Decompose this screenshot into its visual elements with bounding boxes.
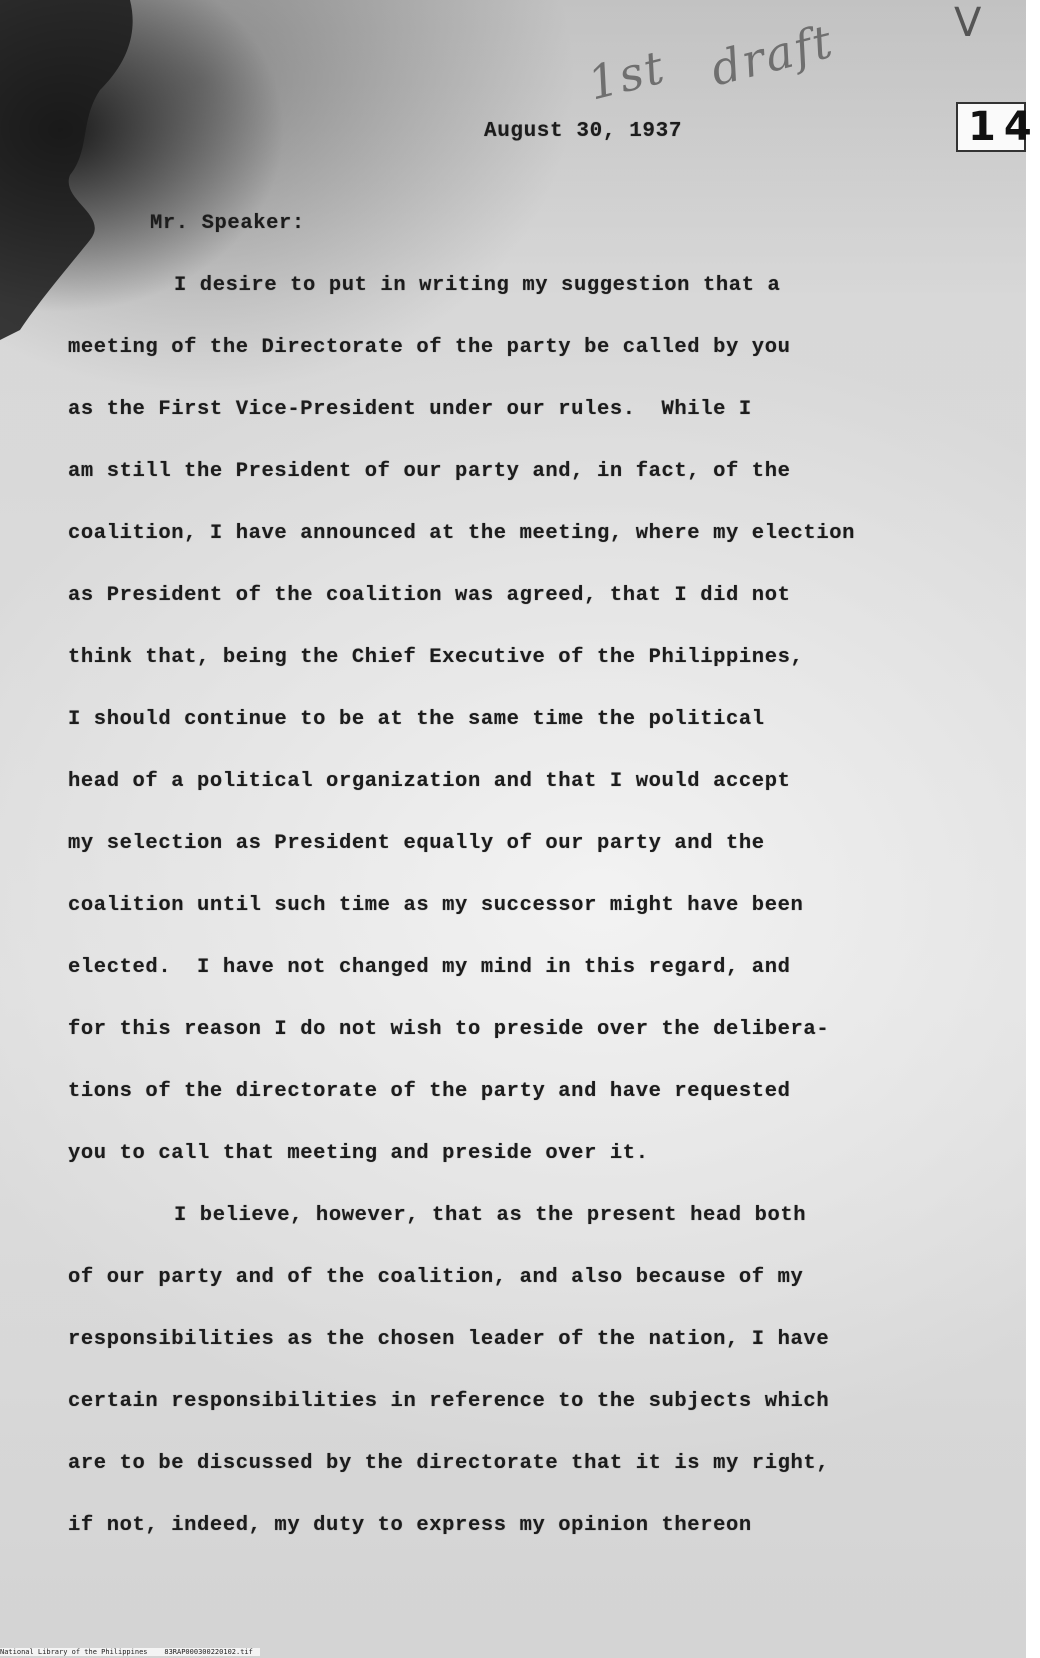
letter-date: August 30, 1937 [484,120,683,143]
page-number-stamp: 14 [956,102,1026,152]
body-line: coalition until such time as my successor might have been [68,894,804,917]
body-line: for this reason I do not wish to preside over the delibera- [68,1018,830,1041]
body-line: are to be discussed by the directorate that it is my right, [68,1452,830,1475]
body-line: my selection as President equally of our party and the [68,832,765,855]
letter-salutation: Mr. Speaker: [150,212,305,235]
body-line: elected. I have not changed my mind in this regard, and [68,956,791,979]
torn-corner-shadow [0,0,150,340]
body-line: of our party and of the coalition, and also because of my [68,1266,804,1289]
handwritten-note-1st: 1st [582,39,671,111]
body-line: as President of the coalition was agreed, that I did not [68,584,791,607]
body-line: I desire to put in writing my suggestion that a [174,274,781,297]
scan-source-credit: National Library of the Philippines 83RAP000300220102.tif [0,1648,260,1656]
body-line: you to call that meeting and preside over it. [68,1142,649,1165]
body-line: certain responsibilities in reference to the subjects which [68,1390,830,1413]
body-line: head of a political organization and that I would accept [68,770,791,793]
body-line: coalition, I have announced at the meeting, where my election [68,522,856,545]
body-line: I believe, however, that as the present head both [174,1204,807,1227]
body-line: am still the President of our party and, in fact, of the [68,460,791,483]
body-line: I should continue to be at the same time the political [68,708,765,731]
body-line: tions of the directorate of the party and have requested [68,1080,791,1103]
body-line: if not, indeed, my duty to express my opinion thereon [68,1514,752,1537]
body-line: responsibilities as the chosen leader of the nation, I have [68,1328,830,1351]
handwritten-note-draft: draft [705,13,840,97]
body-line: as the First Vice-President under our rules. While I [68,398,752,421]
body-line: meeting of the Directorate of the party be called by you [68,336,791,359]
handwritten-check-mark: V [954,0,982,46]
body-line: think that, being the Chief Executive of the Philippines, [68,646,804,669]
